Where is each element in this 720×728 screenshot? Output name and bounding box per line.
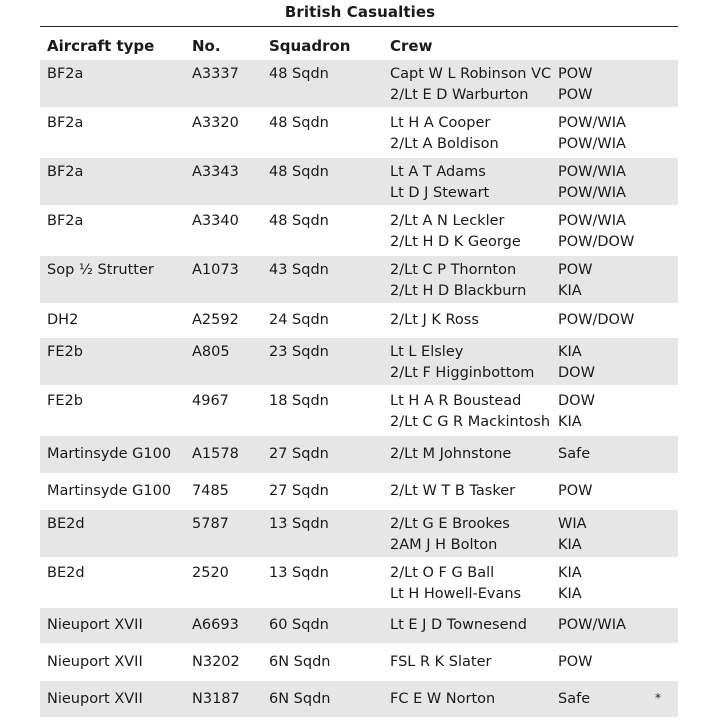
- crew-member: 2/Lt C G R Mackintosh: [390, 414, 551, 430]
- crew-status: POW/WIA: [558, 164, 626, 180]
- squadron-cell: 27 Sqdn: [269, 483, 329, 499]
- aircraft-type-cell: BE2d: [47, 516, 85, 532]
- crew-cell: [390, 211, 521, 253]
- status-cell: [558, 64, 593, 106]
- status-cell: [558, 342, 595, 384]
- status-cell: [558, 514, 587, 556]
- crew-status: KIA: [558, 283, 582, 299]
- squadron-cell: 48 Sqdn: [269, 115, 329, 131]
- aircraft-type-cell: BF2a: [47, 66, 84, 82]
- table-row: [40, 510, 678, 557]
- crew-member: 2/Lt C P Thornton: [390, 262, 517, 278]
- crew-cell: [390, 514, 510, 556]
- squadron-cell: 6N Sqdn: [269, 691, 331, 707]
- crew-cell: [390, 310, 479, 331]
- crew-status: POW/DOW: [558, 234, 635, 250]
- squadron-cell: 60 Sqdn: [269, 617, 329, 633]
- squadron-cell: 48 Sqdn: [269, 213, 329, 229]
- table-row: [40, 559, 678, 606]
- crew-status: Safe: [558, 446, 591, 462]
- crew-cell: [390, 689, 495, 710]
- crew-status: POW/WIA: [558, 136, 626, 152]
- status-cell: [558, 113, 626, 155]
- serial-number-cell: A805: [192, 344, 230, 360]
- crew-cell: [390, 162, 489, 204]
- crew-member: FC E W Norton: [390, 691, 496, 707]
- crew-member: Lt H Howell-Evans: [390, 586, 522, 602]
- crew-member: Lt H A Cooper: [390, 115, 491, 131]
- aircraft-type-cell: DH2: [47, 312, 79, 328]
- status-cell: [558, 615, 626, 636]
- serial-number-cell: A3320: [192, 115, 239, 131]
- table-row: [40, 681, 678, 717]
- crew-status: POW: [558, 262, 593, 278]
- crew-status: WIA: [558, 516, 587, 532]
- status-cell: [558, 310, 634, 331]
- squadron-cell: 43 Sqdn: [269, 262, 329, 278]
- serial-number-cell: 4967: [192, 393, 229, 409]
- aircraft-type-cell: BF2a: [47, 213, 84, 229]
- aircraft-type-cell: Martinsyde G100: [47, 483, 172, 499]
- header-aircraft-type: Aircraft type: [47, 37, 155, 55]
- crew-member: 2/Lt A Boldison: [390, 136, 499, 152]
- crew-status: KIA: [558, 565, 582, 581]
- serial-number-cell: A3343: [192, 164, 239, 180]
- crew-cell: [390, 615, 527, 636]
- crew-status: POW/WIA: [558, 185, 626, 201]
- squadron-cell: 13 Sqdn: [269, 565, 329, 581]
- serial-number-cell: 2520: [192, 565, 229, 581]
- crew-status: KIA: [558, 537, 582, 553]
- status-cell: [558, 563, 582, 605]
- serial-number-cell: 5787: [192, 516, 229, 532]
- crew-cell: [390, 652, 491, 673]
- table-header: [0, 37, 720, 57]
- crew-status: POW/WIA: [558, 617, 626, 633]
- crew-member: Lt A T Adams: [390, 164, 486, 180]
- aircraft-type-cell: Martinsyde G100: [47, 446, 172, 462]
- crew-cell: [390, 260, 526, 302]
- crew-member: 2/Lt M Johnstone: [390, 446, 512, 462]
- crew-status: POW/WIA: [558, 213, 626, 229]
- crew-member: 2/Lt A N Leckler: [390, 213, 505, 229]
- status-cell: [558, 444, 590, 465]
- header-no: No.: [192, 37, 221, 55]
- serial-number-cell: A3340: [192, 213, 239, 229]
- table-row: [40, 475, 678, 508]
- crew-member: Lt E J D Townesend: [390, 617, 527, 633]
- table-row: [40, 387, 678, 434]
- crew-member: 2/Lt O F G Ball: [390, 565, 495, 581]
- table-row: [40, 338, 678, 385]
- crew-member: 2/Lt F Higginbottom: [390, 365, 535, 381]
- aircraft-type-cell: FE2b: [47, 393, 83, 409]
- aircraft-type-cell: BE2d: [47, 565, 85, 581]
- crew-status: POW: [558, 87, 593, 103]
- aircraft-type-cell: Nieuport XVII: [47, 654, 143, 670]
- squadron-cell: 27 Sqdn: [269, 446, 329, 462]
- aircraft-type-cell: BF2a: [47, 164, 84, 180]
- squadron-cell: 13 Sqdn: [269, 516, 329, 532]
- aircraft-type-cell: FE2b: [47, 344, 83, 360]
- status-cell: [558, 689, 590, 710]
- squadron-cell: 48 Sqdn: [269, 66, 329, 82]
- serial-number-cell: A1578: [192, 446, 239, 462]
- title-rule: [40, 26, 678, 27]
- crew-status: POW/DOW: [558, 312, 635, 328]
- crew-member: 2/Lt G E Brookes: [390, 516, 510, 532]
- status-cell: [558, 162, 626, 204]
- crew-member: 2/Lt E D Warburton: [390, 87, 529, 103]
- crew-status: POW: [558, 483, 593, 499]
- status-cell: [558, 481, 593, 502]
- table-row: [40, 207, 678, 254]
- crew-status: KIA: [558, 414, 582, 430]
- crew-member: Lt L Elsley: [390, 344, 464, 360]
- crew-member: Lt D J Stewart: [390, 185, 490, 201]
- crew-member: 2/Lt J K Ross: [390, 312, 479, 328]
- table-row: [40, 645, 678, 679]
- crew-status: DOW: [558, 393, 595, 409]
- crew-cell: [390, 481, 515, 502]
- table-row: [40, 305, 678, 336]
- squadron-cell: 18 Sqdn: [269, 393, 329, 409]
- squadron-cell: 24 Sqdn: [269, 312, 329, 328]
- crew-status: POW: [558, 654, 593, 670]
- table-row: [40, 436, 678, 473]
- aircraft-type-cell: BF2a: [47, 115, 84, 131]
- aircraft-type-cell: Sop ½ Strutter: [47, 262, 154, 278]
- crew-status: Safe: [558, 691, 591, 707]
- crew-status: POW: [558, 66, 593, 82]
- table-row: [40, 158, 678, 205]
- crew-cell: [390, 444, 511, 465]
- crew-member: 2/Lt H D Blackburn: [390, 283, 527, 299]
- crew-cell: [390, 342, 534, 384]
- footnote-marker: *: [655, 691, 661, 705]
- serial-number-cell: A2592: [192, 312, 239, 328]
- squadron-cell: 23 Sqdn: [269, 344, 329, 360]
- crew-cell: [390, 64, 551, 106]
- header-squadron: Squadron: [269, 37, 351, 55]
- crew-cell: [390, 391, 550, 433]
- crew-member: 2/Lt W T B Tasker: [390, 483, 516, 499]
- serial-number-cell: A1073: [192, 262, 239, 278]
- status-cell: [558, 260, 593, 302]
- crew-member: Capt W L Robinson VC: [390, 66, 552, 82]
- crew-status: KIA: [558, 344, 582, 360]
- status-cell: [558, 211, 634, 253]
- serial-number-cell: 7485: [192, 483, 229, 499]
- crew-status: DOW: [558, 365, 595, 381]
- crew-cell: [390, 563, 521, 605]
- crew-member: FSL R K Slater: [390, 654, 492, 670]
- table-row: [40, 608, 678, 643]
- aircraft-type-cell: Nieuport XVII: [47, 617, 143, 633]
- crew-status: KIA: [558, 586, 582, 602]
- header-crew: Crew: [390, 37, 433, 55]
- serial-number-cell: N3187: [192, 691, 240, 707]
- status-cell: [558, 391, 595, 433]
- crew-member: 2AM J H Bolton: [390, 537, 498, 553]
- table-row: [40, 256, 678, 303]
- crew-cell: [390, 113, 499, 155]
- table-row: [40, 60, 678, 107]
- table-row: [40, 109, 678, 156]
- squadron-cell: 6N Sqdn: [269, 654, 331, 670]
- crew-member: 2/Lt H D K George: [390, 234, 521, 250]
- status-cell: [558, 652, 593, 673]
- crew-member: Lt H A R Boustead: [390, 393, 522, 409]
- serial-number-cell: A3337: [192, 66, 239, 82]
- table-title: British Casualties: [284, 3, 436, 21]
- aircraft-type-cell: Nieuport XVII: [47, 691, 143, 707]
- crew-status: POW/WIA: [558, 115, 626, 131]
- squadron-cell: 48 Sqdn: [269, 164, 329, 180]
- serial-number-cell: N3202: [192, 654, 240, 670]
- serial-number-cell: A6693: [192, 617, 239, 633]
